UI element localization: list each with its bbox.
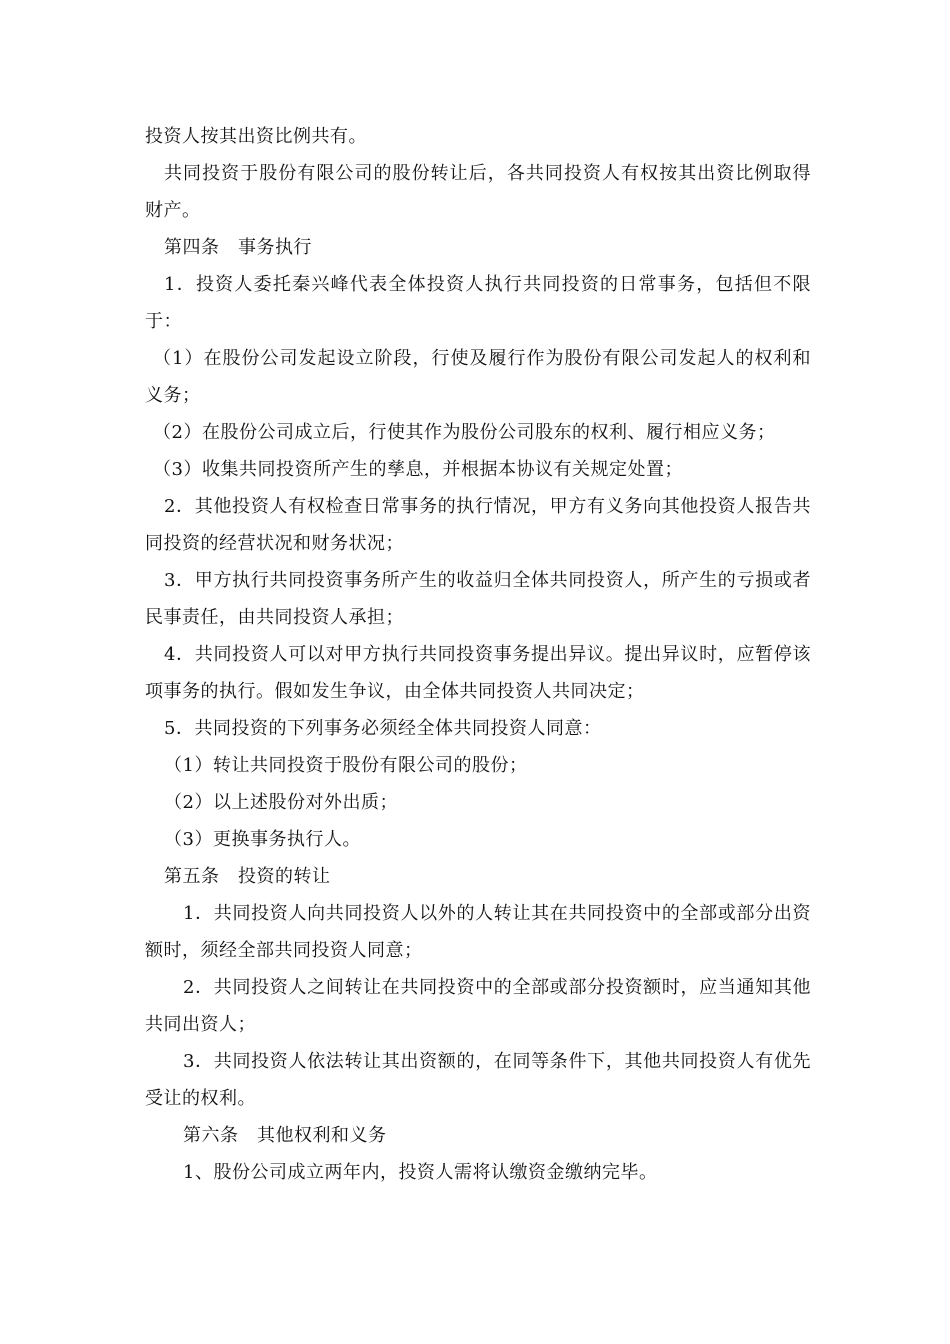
article-5-item-3: 3．共同投资人依法转让其出资额的，在同等条件下，其他共同投资人有优先受让的权利。 xyxy=(145,1051,811,1109)
article-5-heading: 第五条 投资的转让 xyxy=(164,866,331,887)
article-5-item-2: 2．共同投资人之间转让在共同投资中的全部或部分投资额时，应当通知其他共同出资人； xyxy=(145,977,811,1035)
article-4-item-2: 2．其他投资人有权检查日常事务的执行情况，甲方有义务向其他投资人报告共同投资的经营状况和财务状况； xyxy=(145,496,811,554)
paragraph-continuation: 投资人按其出资比例共有。 xyxy=(145,126,367,147)
article-4-item-5-sub-3: （3）更换事务执行人。 xyxy=(164,829,361,850)
article-4-item-5: 5．共同投资的下列事务必须经全体共同投资人同意： xyxy=(164,718,602,739)
document-body xyxy=(145,118,811,1191)
article-4-item-1-sub-1: （1）在股份公司发起设立阶段，行使及履行作为股份有限公司发起人的权利和义务； xyxy=(145,348,811,406)
article-6-item-1: 1、股份公司成立两年内，投资人需将认缴资金缴纳完毕。 xyxy=(183,1162,658,1183)
article-4-item-4: 4．共同投资人可以对甲方执行共同投资事务提出异议。提出异议时，应暂停该项事务的执行。假如发生争议，由全体共同投资人共同决定； xyxy=(145,644,811,702)
article-4-item-1: 1．投资人委托秦兴峰代表全体投资人执行共同投资的日常事务，包括但不限于： xyxy=(145,274,811,332)
article-6-heading: 第六条 其他权利和义务 xyxy=(183,1125,387,1146)
paragraph-share-transfer: 共同投资于股份有限公司的股份转让后，各共同投资人有权按其出资比例取得财产。 xyxy=(145,163,811,221)
article-5-item-1: 1．共同投资人向共同投资人以外的人转让其在共同投资中的全部或部分出资额时，须经全部共同投资人同意； xyxy=(145,903,811,961)
article-4-item-1-sub-2: （2）在股份公司成立后，行使其作为股份公司股东的权利、履行相应义务； xyxy=(153,422,776,443)
article-4-item-3: 3．甲方执行共同投资事务所产生的收益归全体共同投资人，所产生的亏损或者民事责任，由共同投资人承担； xyxy=(145,570,811,628)
article-4-item-5-sub-1: （1）转让共同投资于股份有限公司的股份； xyxy=(164,755,528,776)
article-4-item-5-sub-2: （2）以上述股份对外出质； xyxy=(164,792,398,813)
article-4-heading: 第四条 事务执行 xyxy=(164,237,312,258)
article-4-item-1-sub-3: （3）收集共同投资所产生的孳息，并根据本协议有关规定处置； xyxy=(153,459,683,480)
